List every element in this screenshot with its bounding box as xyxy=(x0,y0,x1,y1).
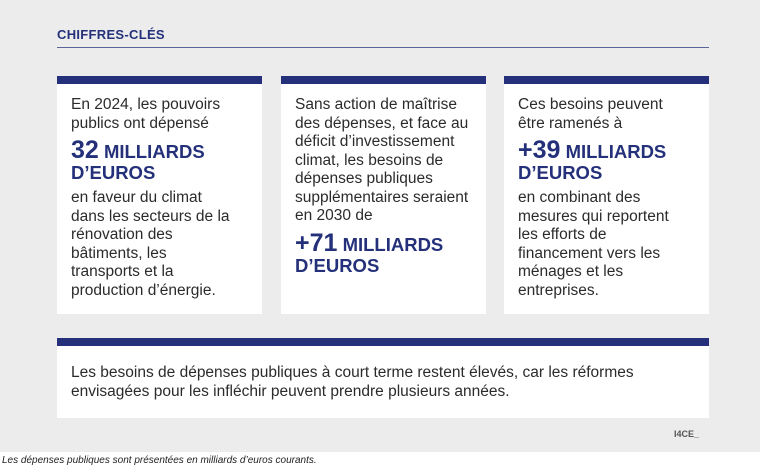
card-intro-text: Ces besoins peuvent être ramenés à xyxy=(518,96,663,132)
key-figure-card-spending-2024 xyxy=(57,76,262,314)
card-top-bar xyxy=(57,76,262,84)
card-outro-text: en faveur du climat dans les secteurs de la rénovation des bâtiments, les transports et la production d’énergie. xyxy=(71,189,230,299)
summary-top-bar xyxy=(57,338,709,346)
key-figure xyxy=(71,136,254,183)
key-figure-card-reduced-needs xyxy=(504,76,709,314)
key-figure xyxy=(295,228,478,276)
card-content xyxy=(518,96,701,300)
i4ce-logo: I4CE_ xyxy=(674,429,700,439)
key-figure-unit: MILLIARDS D’EUROS xyxy=(71,141,205,183)
card-content xyxy=(71,96,254,300)
card-top-bar xyxy=(281,76,486,84)
key-figure-number: +71 xyxy=(295,228,338,257)
key-figure xyxy=(518,136,701,183)
heading-divider xyxy=(57,47,709,48)
card-outro-text: en combinant des mesures qui reportent les efforts de financement vers les ménages et les entreprises. xyxy=(518,189,669,299)
card-intro-text: En 2024, les pouvoirs publics ont dépensé xyxy=(71,96,221,132)
key-figure-card-needs-2030 xyxy=(281,76,486,314)
card-intro-text: Sans action de maîtrise des dépenses, et face au déficit d’investissement climat, les besoins de dépenses publiques supplémentaires seraient en 2030 de xyxy=(295,96,469,224)
key-figure-number: +39 xyxy=(518,136,561,164)
card-top-bar xyxy=(504,76,709,84)
section-heading: CHIFFRES-CLÉS xyxy=(57,27,165,42)
card-content xyxy=(295,96,478,282)
key-figure-unit: MILLIARDS D’EUROS xyxy=(518,141,667,183)
key-figure-number: 32 xyxy=(71,136,99,164)
summary-text: Les besoins de dépenses publiques à court terme restent élevés, car les réformes envisagées pour les infléchir peuvent prendre plusieurs années. xyxy=(71,364,634,400)
summary-box xyxy=(57,338,709,418)
figure-caption: Les dépenses publiques sont présentées en milliards d’euros courants. xyxy=(2,455,317,466)
key-figure-unit: MILLIARDS D’EUROS xyxy=(295,233,444,276)
